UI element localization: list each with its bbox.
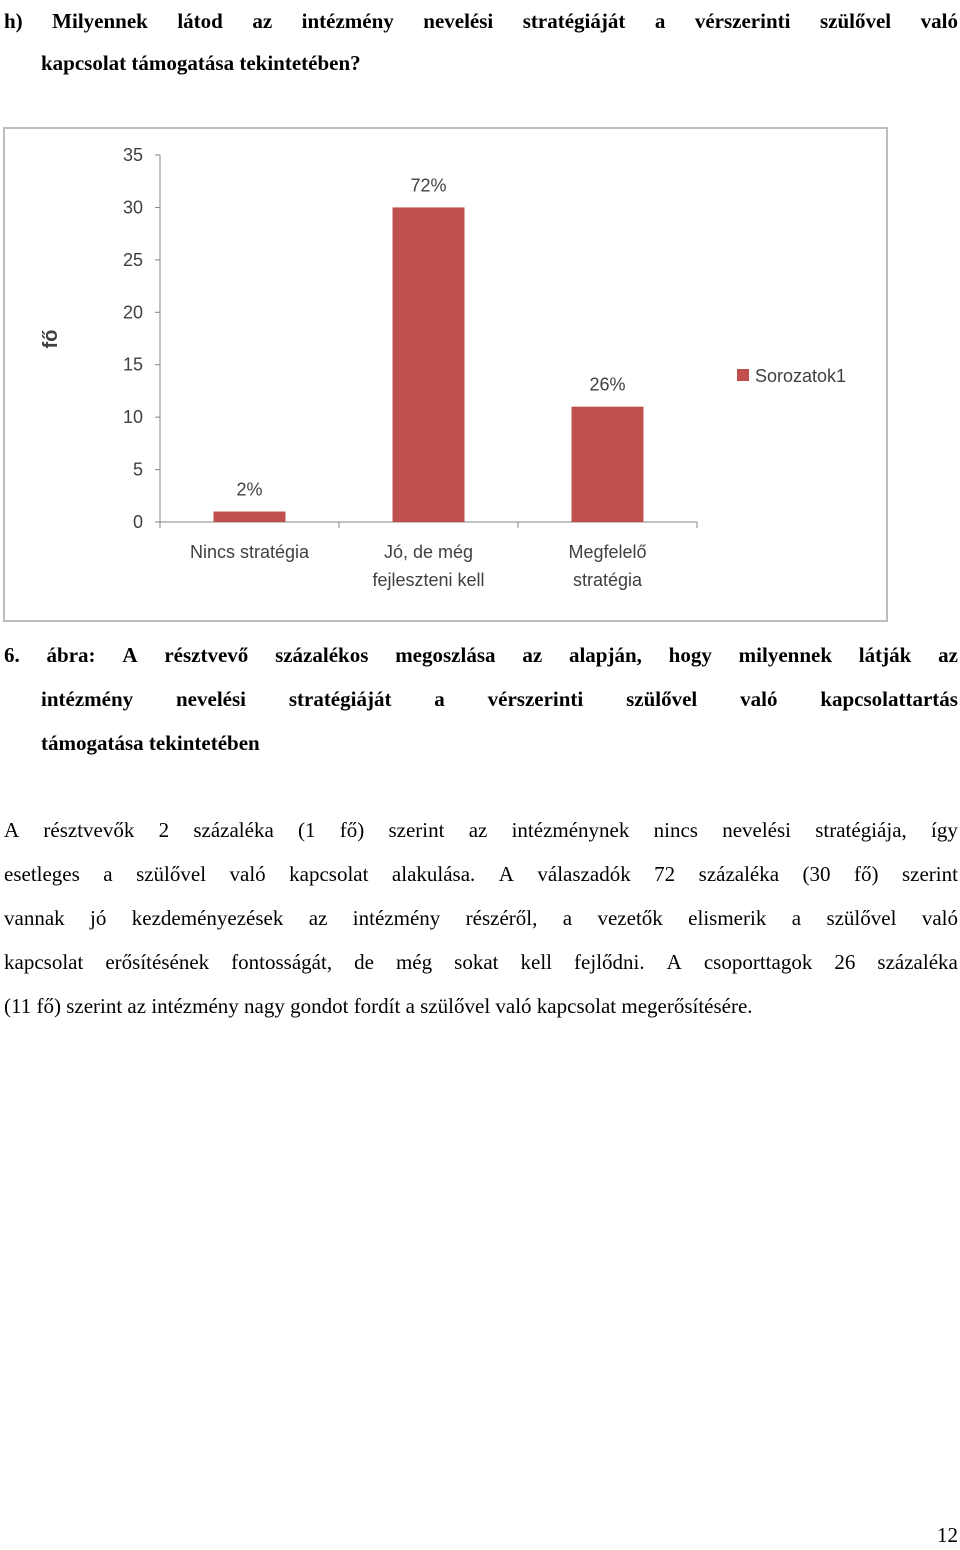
y-tick-label: 30 — [122, 197, 143, 218]
paragraph-line — [4, 940, 958, 984]
paragraph-word: elismerik — [688, 906, 767, 930]
caption-word: résztvevő — [164, 643, 249, 667]
question-line-2: kapcsolat támogatása tekintetében? — [41, 51, 361, 75]
paragraph-word: csoporttagok — [703, 950, 813, 974]
y-tick-label: 5 — [132, 459, 143, 480]
paragraph-word: intézménynek — [511, 818, 630, 842]
paragraph-word: A — [666, 950, 682, 974]
x-category-label: stratégia — [572, 570, 643, 590]
paragraph-word: a — [562, 906, 573, 930]
y-tick-label: 10 — [122, 407, 143, 428]
data-label: 72% — [410, 175, 447, 196]
bar — [393, 207, 465, 522]
paragraph-line — [4, 808, 958, 852]
caption-word: szülővel — [626, 687, 698, 711]
caption-word: intézmény — [41, 687, 134, 711]
paragraph-word: kapcsolat — [289, 862, 369, 886]
paragraph-word: (1 — [298, 818, 316, 842]
paragraph-word: résztvevők — [43, 818, 135, 842]
question-word: nevelési — [423, 9, 494, 33]
x-category-label: fejleszteni kell — [372, 570, 485, 590]
paragraph-word: A — [4, 818, 20, 842]
paragraph-word: kapcsolat — [4, 950, 84, 974]
question-word: látod — [177, 9, 223, 33]
x-category-label: Jó, de még — [383, 542, 474, 562]
legend-swatch — [737, 369, 749, 381]
paragraph-word: való — [229, 862, 266, 886]
x-category-label: Megfelelő — [568, 542, 647, 562]
question-line-1 — [4, 0, 958, 42]
data-label: 2% — [236, 479, 263, 500]
paragraph-line — [4, 896, 958, 940]
paragraph-word: szülővel — [826, 906, 897, 930]
paragraph-word: kell — [520, 950, 553, 974]
y-tick-label: 25 — [122, 249, 143, 270]
bar — [572, 407, 644, 522]
paragraph-word: 26 — [834, 950, 856, 974]
paragraph-word: A — [498, 862, 514, 886]
caption-word: látják — [858, 643, 912, 667]
paragraph-word: sokat — [454, 950, 499, 974]
caption-word: az — [938, 643, 958, 667]
paragraph-word: de — [354, 950, 374, 974]
paragraph-word: kezdeményezések — [131, 906, 284, 930]
bar-chart — [3, 127, 888, 622]
question-word: vérszerinti — [694, 9, 791, 33]
paragraph-word: szerint — [388, 818, 445, 842]
y-tick-label: 15 — [122, 354, 143, 375]
y-tick-label: 20 — [122, 302, 143, 323]
question-word: szülővel — [819, 9, 892, 33]
paragraph-word: 72 — [654, 862, 676, 886]
question-word: való — [920, 9, 958, 33]
paragraph-word: fő) — [339, 818, 365, 842]
caption-word: a — [434, 687, 445, 711]
question-word: stratégiáját — [522, 9, 626, 33]
y-axis-title: fő — [40, 329, 62, 349]
paragraph-word: a — [103, 862, 113, 886]
paragraph-word: 2 — [158, 818, 170, 842]
question-word: Milyennek — [52, 9, 148, 33]
paragraph-word: százaléka — [698, 862, 780, 886]
caption-word: százalékos — [275, 643, 369, 667]
paragraph-word: vezetők — [597, 906, 663, 930]
caption-word: stratégiáját — [288, 687, 392, 711]
caption-word: kapcsolattartás — [820, 687, 958, 711]
paragraph-word: nevelési — [722, 818, 791, 842]
paragraph-word: százaléka — [877, 950, 958, 974]
paragraph-word: intézmény — [352, 906, 441, 930]
paragraph-word: (30 — [802, 862, 831, 886]
paragraph-word: a — [791, 906, 802, 930]
paragraph-word: stratégiája, — [815, 818, 907, 842]
paragraph-word: százaléka — [193, 818, 274, 842]
paragraph-word: fontosságát, — [231, 950, 333, 974]
paragraph-word: vannak — [4, 906, 65, 930]
caption-word: alapján, — [568, 643, 642, 667]
question-word: az — [252, 9, 273, 33]
paragraph-word: szülővel — [136, 862, 207, 886]
caption-word: ábra: — [46, 643, 96, 667]
question-word: a — [654, 9, 666, 33]
data-label: 26% — [589, 374, 626, 395]
caption-word: vérszerinti — [487, 687, 584, 711]
paragraph-word: nincs — [653, 818, 698, 842]
caption-word: nevelési — [176, 687, 246, 711]
body-paragraph — [4, 808, 958, 1028]
caption-line-3: támogatása tekintetében — [41, 731, 260, 755]
paragraph-last-line: (11 fő) szerint az intézmény nagy gondot fordít a szülővel való kapcsolat megerősítésére. — [4, 994, 753, 1018]
x-category-label: Nincs stratégia — [189, 542, 310, 562]
paragraph-word: fő) — [854, 862, 879, 886]
paragraph-word: alakulása. — [391, 862, 476, 886]
caption-word: megoszlása — [395, 643, 496, 667]
caption-word: 6. — [4, 643, 20, 667]
paragraph-word: még — [395, 950, 433, 974]
caption-line-1 — [4, 633, 958, 677]
paragraph-word: szerint — [901, 862, 958, 886]
caption-word: hogy — [668, 643, 712, 667]
y-tick-label: 0 — [132, 512, 143, 532]
paragraph-word: erősítésének — [105, 950, 210, 974]
caption-word: milyennek — [738, 643, 832, 667]
paragraph-word: így — [931, 818, 958, 842]
caption-word: A — [122, 643, 138, 667]
paragraph-word: esetleges — [4, 862, 80, 886]
paragraph-word: az — [308, 906, 328, 930]
paragraph-word: részéről, — [465, 906, 538, 930]
question-word: h) — [4, 9, 23, 33]
caption-word: való — [740, 687, 778, 711]
caption-line-2 — [4, 677, 958, 721]
paragraph-word: jó — [90, 906, 107, 930]
caption-word: az — [522, 643, 543, 667]
bar — [214, 512, 286, 522]
figure-caption — [4, 633, 958, 765]
paragraph-word: való — [921, 906, 958, 930]
question-word: intézmény — [301, 9, 394, 33]
y-tick-label: 35 — [122, 145, 143, 165]
paragraph-word: az — [468, 818, 488, 842]
question-heading — [4, 0, 958, 84]
bar-chart-svg — [5, 129, 890, 624]
legend-label: Sorozatok1 — [755, 366, 847, 386]
paragraph-line — [4, 852, 958, 896]
paragraph-word: válaszadók — [537, 862, 631, 886]
page-number: 12 — [937, 1523, 958, 1547]
paragraph-word: fejlődni. — [574, 950, 645, 974]
